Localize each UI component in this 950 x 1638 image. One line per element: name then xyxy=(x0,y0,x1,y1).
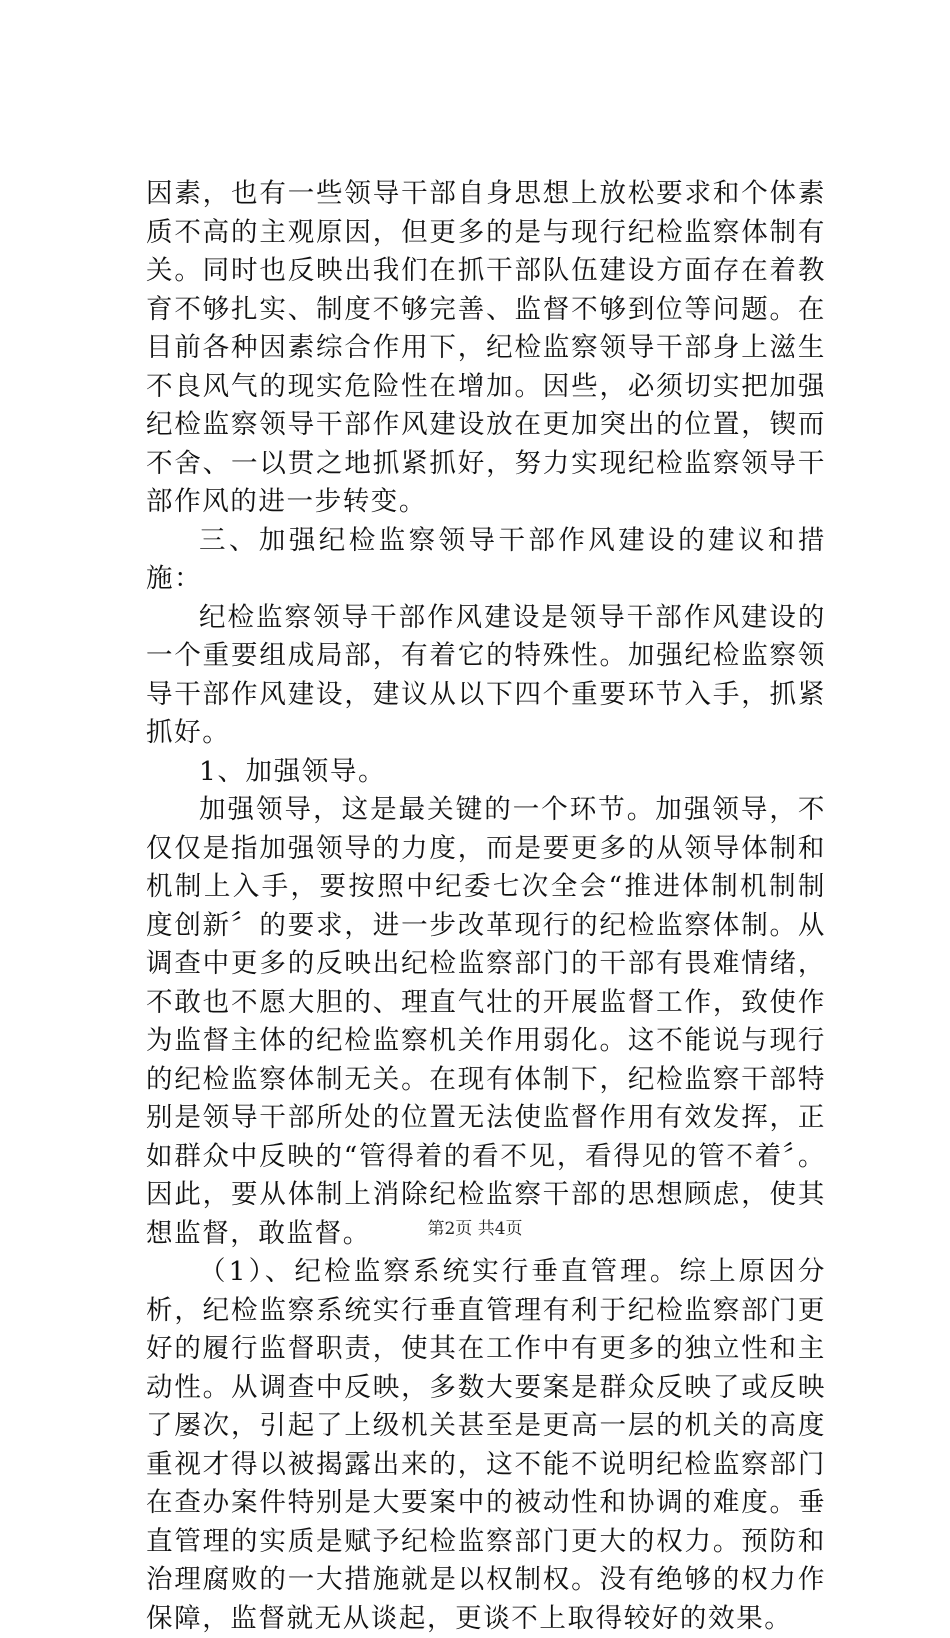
paragraph-continuation: 因素，也有一些领导干部自身思想上放松要求和个体素质不高的主观原因，但更多的是与现行纪检监察体制有关。同时也反映出我们在抓干部队伍建设方面存在着教育不够扎实、制度不够完善、监督不够到位等问题。在目前各种因素综合作用下，纪检监察领导干部身上滋生不良风气的现实危险性在增加。因些，必须切实把加强纪检监察领导干部作风建设放在更加突出的位置，锲而不舍、一以贯之地抓紧抓好，努力实现纪检监察领导干部作风的进一步转变。 xyxy=(146,178,826,517)
subheading-strengthen-leadership: 1、加强领导。 xyxy=(199,755,387,787)
page-number-footer: 第2页 共4页 xyxy=(427,1219,523,1239)
document-body xyxy=(146,175,826,1638)
paragraph-leadership: 加强领导，这是最关键的一个环节。加强领导，不仅仅是指加强领导的力度，而是要更多的从领导体制和机制上入手，要按照中纪委七次全会“推进体制机制制度创新〞的要求，进一步改革现行的纪检监察体制。从调查中更多的反映出纪检监察部门的干部有畏难情绪，不敢也不愿大胆的、理直气壮的开展监督工作，致使作为监督主体的纪检监察机关作用弱化。这不能说与现行的纪检监察体制无关。在现有体制下，纪检监察干部特别是领导干部所处的位置无法使监督作用有效发挥，正如群众中反映的“管得着的看不见，看得见的管不着〞。因此，要从体制上消除纪检监察干部的思想顾虑，使其想监督，敢监督。 xyxy=(146,794,826,1249)
paragraph-intro: 纪检监察领导干部作风建设是领导干部作风建设的一个重要组成局部，有着它的特殊性。加强纪检监察领导干部作风建设，建议从以下四个重要环节入手，抓紧抓好。 xyxy=(146,601,826,748)
section-heading: 三、加强纪检监察领导干部作风建设的建议和措施： xyxy=(146,524,826,594)
paragraph-vertical-management: （1）、纪检监察系统实行垂直管理。综上原因分析，纪检监察系统实行垂直管理有利于纪检监察部门更好的履行监督职责，使其在工作中有更多的独立性和主动性。从调查中反映，多数大要案是群众反映了或反映了屡次，引起了上级机关甚至是更高一层的机关的高度重视才得以被揭露出来的，这不能不说明纪检监察部门在查办案件特别是大要案中的被动性和协调的难度。垂直管理的实质是赋予纪检监察部门更大的权力。预防和治理腐败的一大措施就是以权制权。没有绝够的权力作保障，监督就无从谈起，更谈不上取得较好的效果。 xyxy=(146,1256,826,1634)
